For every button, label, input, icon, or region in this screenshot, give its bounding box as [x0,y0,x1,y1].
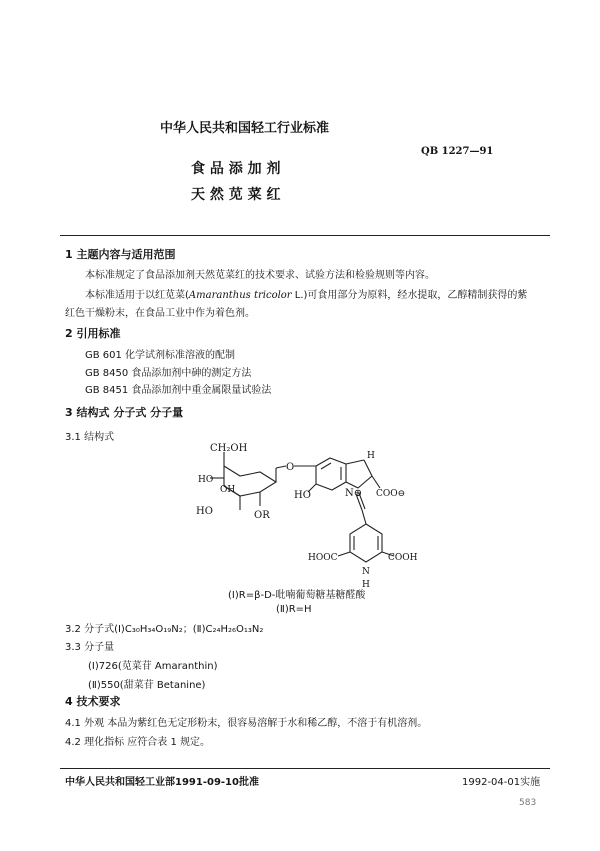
section4-item2: 4.2 理化指标 应符合表 1 规定。 [65,737,210,748]
label-or: OR [254,510,270,521]
label-ho-bottom: HO [196,506,213,517]
title-line-2: 天 然 苋 菜 红 [191,187,281,203]
section3-sub2: 3.2 分子式(Ⅰ)C₃₀H₃₄O₁₉N₂；(Ⅱ)C₂₄H₂₆O₁₃N₂ [65,624,264,635]
label-oh-ring: OH [220,485,236,495]
label-n-lower: N [362,567,370,577]
section3-sub3: 3.3 分子量 [65,642,115,653]
label-o-link: O [286,462,295,473]
approval-text: 中华人民共和国轻工业部1991-09-10批准 [65,777,259,788]
page-number: 583 [519,798,537,808]
structure-caption-2: (Ⅱ)R=H [276,604,312,615]
section1-para2-cont: 红色干燥粉末，在食品工业中作为着色剂。 [65,308,255,319]
title-line-1: 食 品 添 加 剂 [191,161,281,177]
agency-title: 中华人民共和国轻工行业标准 [160,121,330,136]
section4-item1: 4.1 外观 本品为紫红色无定形粉末，很容易溶解于水和稀乙醇，不溶于有机溶剂。 [65,718,428,729]
label-ho-left: HO [198,475,214,485]
label-hooc: HOOC [308,553,338,563]
standard-code: QB 1227—91 [421,146,494,157]
section3-heading: 3 结构式 分子式 分子量 [65,406,184,419]
label-ch2oh: CH₂OH [210,443,248,454]
label-n-plus: N⊕ [345,488,363,499]
label-cooh: COOH [388,553,418,563]
section3-sub1: 3.1 结构式 [65,432,115,443]
ref-item: GB 601 化学试剂标准溶液的配制 [85,350,236,361]
structural-formula [180,438,440,593]
label-h-lower: H [362,580,370,590]
section1-para2: 本标准适用于以红苋菜(Amaranthus tricolor L.)可食用部分为原料，经水提取，乙醇精制获得的紫 [85,290,528,301]
section1-heading: 1 主题内容与适用范围 [65,248,176,261]
ref-item: GB 8450 食品添加剂中砷的测定方法 [85,368,252,379]
ref-item: GB 8451 食品添加剂中重金属限量试验法 [85,385,272,396]
section1-para1: 本标准规定了食品添加剂天然苋菜红的技术要求、试验方法和检验规则等内容。 [85,270,435,281]
mw-item: (Ⅱ)550(甜菜苷 Betanine) [88,680,206,691]
label-h: H [367,451,375,461]
mw-item: (Ⅰ)726(苋菜苷 Amaranthin) [88,661,218,672]
footer-rule [60,768,550,769]
header-rule [60,235,550,236]
section4-heading: 4 技术要求 [65,695,121,708]
structure-caption-1: (Ⅰ)R=β-D-吡喃葡萄糖基糖醛酸 [228,590,366,601]
section2-heading: 2 引用标准 [65,327,121,340]
label-coo-minus: COO⊖ [376,489,406,499]
label-ho-aromatic: HO [294,490,311,501]
implementation-text: 1992-04-01实施 [462,777,541,788]
